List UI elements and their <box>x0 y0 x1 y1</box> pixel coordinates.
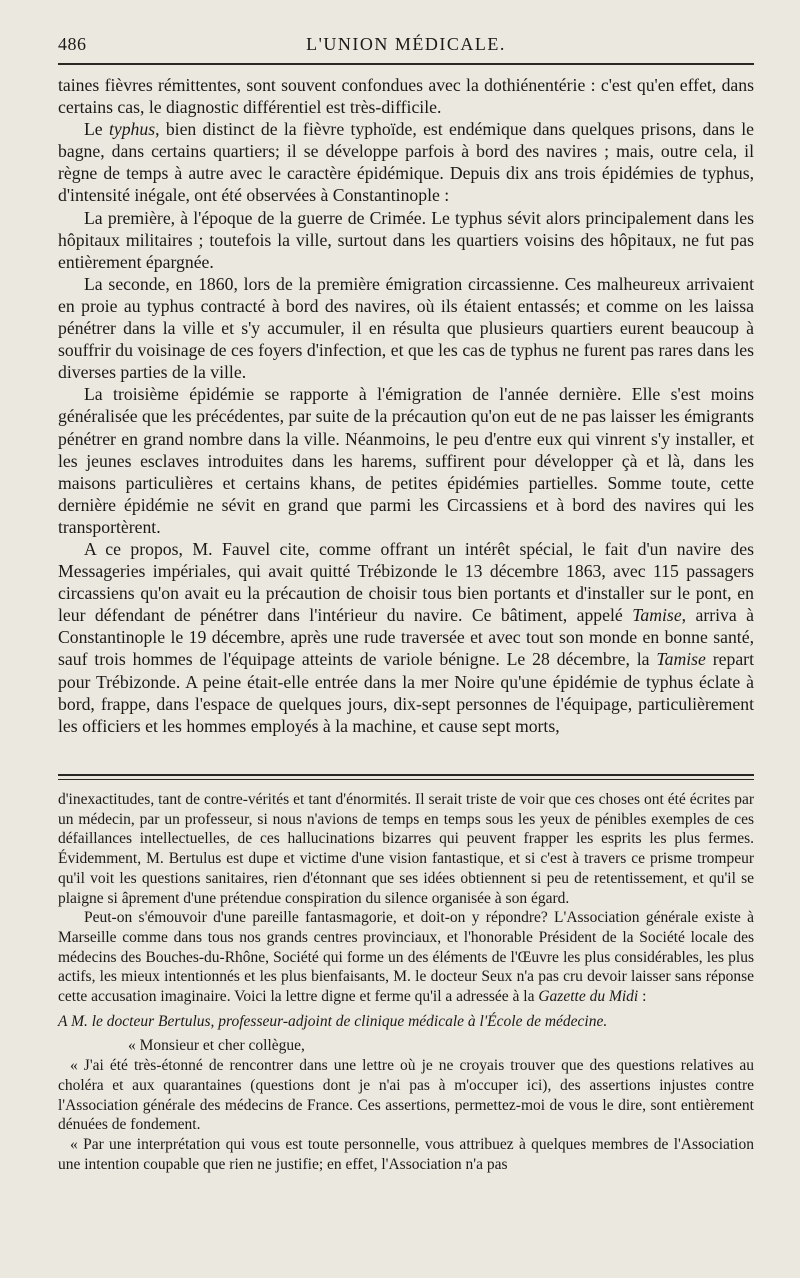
paragraph: Peut-on s'émouvoir d'une pareille fantasmagorie, et doit-on y répondre? L'Association générale existe à Marseille comme dans tous nos grands centres provinciaux, et l'honorable Président de la Société locale des médecins des Bouches-du-Rhône, Société qui forme un des éléments de l'Œuvre les plus considérables, les plus actifs, les mieux intentionnés et les plus bienfaisants, M. le docteur Seux n'a pas cru devoir laisser sans réponse cette accusation imaginaire. Voici la lettre digne et ferme qu'il a adressée à la Gazette du Midi : <box>58 909 754 1006</box>
paragraph: La première, à l'époque de la guerre de Crimée. Le typhus sévit alors principalement dans les hôpitaux militaires ; toutefois la ville, surtout dans les quartiers voisins des hôpitaux, ne fut pas entièrement épargnée. <box>58 207 754 272</box>
paragraph: d'inexactitudes, tant de contre-vérités et tant d'énormités. Il serait triste de voir que ces choses ont été écrites par un médecin, par un professeur, si nous n'avions de temps en temps sous les yeux de pénibles exemples de ces défaillances intellectuelles, de ces hallucinations bizarres qui peuvent frapper les esprits les plus fermes. Évidemment, M. Bertulus est dupe et victime d'une vision fantastique, et si c'est à travers ce prisme trompeur qu'il voit les questions sanitaires, rien d'étonnant que ses idées obtiennent si peu de retentissement, et qu'il se plaigne si âprement d'une prétendue conspiration du silence organisée à son égard. <box>58 791 754 907</box>
gazette-title: Gazette du Midi <box>538 988 639 1006</box>
feuilleton-separator <box>58 774 754 776</box>
ship-name: Tamise <box>632 605 682 626</box>
fauvel-paragraph: A ce propos, M. Fauvel cite, comme offrant un intérêt spécial, le fait d'un navire des Messageries impériales, qui avait quitté Trébizonde le 13 décembre 1863, avec 115 passagers circassiens qu'on avait eu la précaution de choisir tous bien portants et d'installer sur le pont, en leur défendant de pénétrer dans l'intérieur du navire. Ce bâtiment, appelé Tamise, arriva à Constantinople le 19 décembre, après une rude traversée et avec tout son monde en bonne santé, sauf trois hommes de l'équipage atteints de variole bénigne. Le 28 décembre, la Tamise repart pour Trébizonde. A peine était-elle entrée dans la mer Noire qu'une épidémie de typhus éclate à bord, frappe, dans l'espace de quelques jours, dix-sept personnes de l'équipage, particulièrement les officiers et les hommes employés à la machine, et cause sept morts, <box>58 538 754 736</box>
letter-paragraph: « J'ai été très-étonné de rencontrer dans une lettre où je ne croyais trouver que des questions relatives au choléra et aux quarantaines (questions dont je n'ai pas à m'occuper ici), des assertions injustes contre l'Association générale des médecins de France. Ces assertions, permettez-moi de vous le dire, sont entièrement dénuées de fondement. <box>58 1057 754 1134</box>
page-number: 486 <box>58 34 87 54</box>
feuilleton <box>58 790 754 1174</box>
feuilleton-separator-thin <box>58 779 754 780</box>
page-header <box>58 34 754 58</box>
typhus-paragraph: Le typhus, bien distinct de la fièvre typhoïde, est endémique dans quelques prisons, dans le bagne, dans certains quartiers; il se développe parfois à bord des navires ; mais, outre cela, il règne de temps à autre avec le caractère épidémique. Depuis dix ans trois épidémies de typhus, d'intensité inégale, ont été observées à Constantinople : <box>58 119 754 206</box>
ship-name: Tamise <box>656 649 706 670</box>
paragraph: La troisième épidémie se rapporte à l'émigration de l'année dernière. Elle s'est moins généralisée que les précédentes, par suite de la précaution qu'on eut de ne pas laisser les émigrants pénétrer en grand nombre dans la ville. Néanmoins, le peu d'entre eux qui vinrent s'y installer, et les jeunes esclaves introduites dans les harems, suffirent pour développer çà et là, dans les maisons particulières et certains khans, de petites épidémies partielles. Somme toute, cette dernière épidémie ne sévit en grand que parmi les Circassiens et à bord des navires qui les transportèrent. <box>58 384 754 537</box>
running-title: L'UNION MÉDICALE. <box>306 34 506 54</box>
paragraph: taines fièvres rémittentes, sont souvent confondues avec la dothiénentérie : c'est qu'en effet, dans certains cas, le diagnostic différentiel est très-difficile. <box>58 75 754 118</box>
header-rule <box>58 63 754 65</box>
typhus-term: typhus <box>108 119 156 140</box>
letter-paragraph: « Par une interprétation qui vous est toute personnelle, vous attribuez à quelques membres de l'Association une intention coupable que rien ne justifie; en effet, l'Association n'a pas <box>58 1135 754 1173</box>
main-article <box>58 74 754 737</box>
letter-address: A M. le docteur Bertulus, professeur-adjoint de clinique médicale à l'École de médecine. <box>58 1012 608 1030</box>
letter-salutation: « Monsieur et cher collègue, <box>128 1037 305 1055</box>
paragraph: La seconde, en 1860, lors de la première émigration circassienne. Ces malheureux arrivaient en proie au typhus contracté à bord des navires, où ils étaient entassés; et comme on les laissa pénétrer dans la ville et s'y accumuler, il en résulta que plusieurs quartiers eurent beaucoup à souffrir du voisinage de ces foyers d'infection, et que les cas de typhus ne furent pas rares dans les diverses parties de la ville. <box>58 273 754 383</box>
